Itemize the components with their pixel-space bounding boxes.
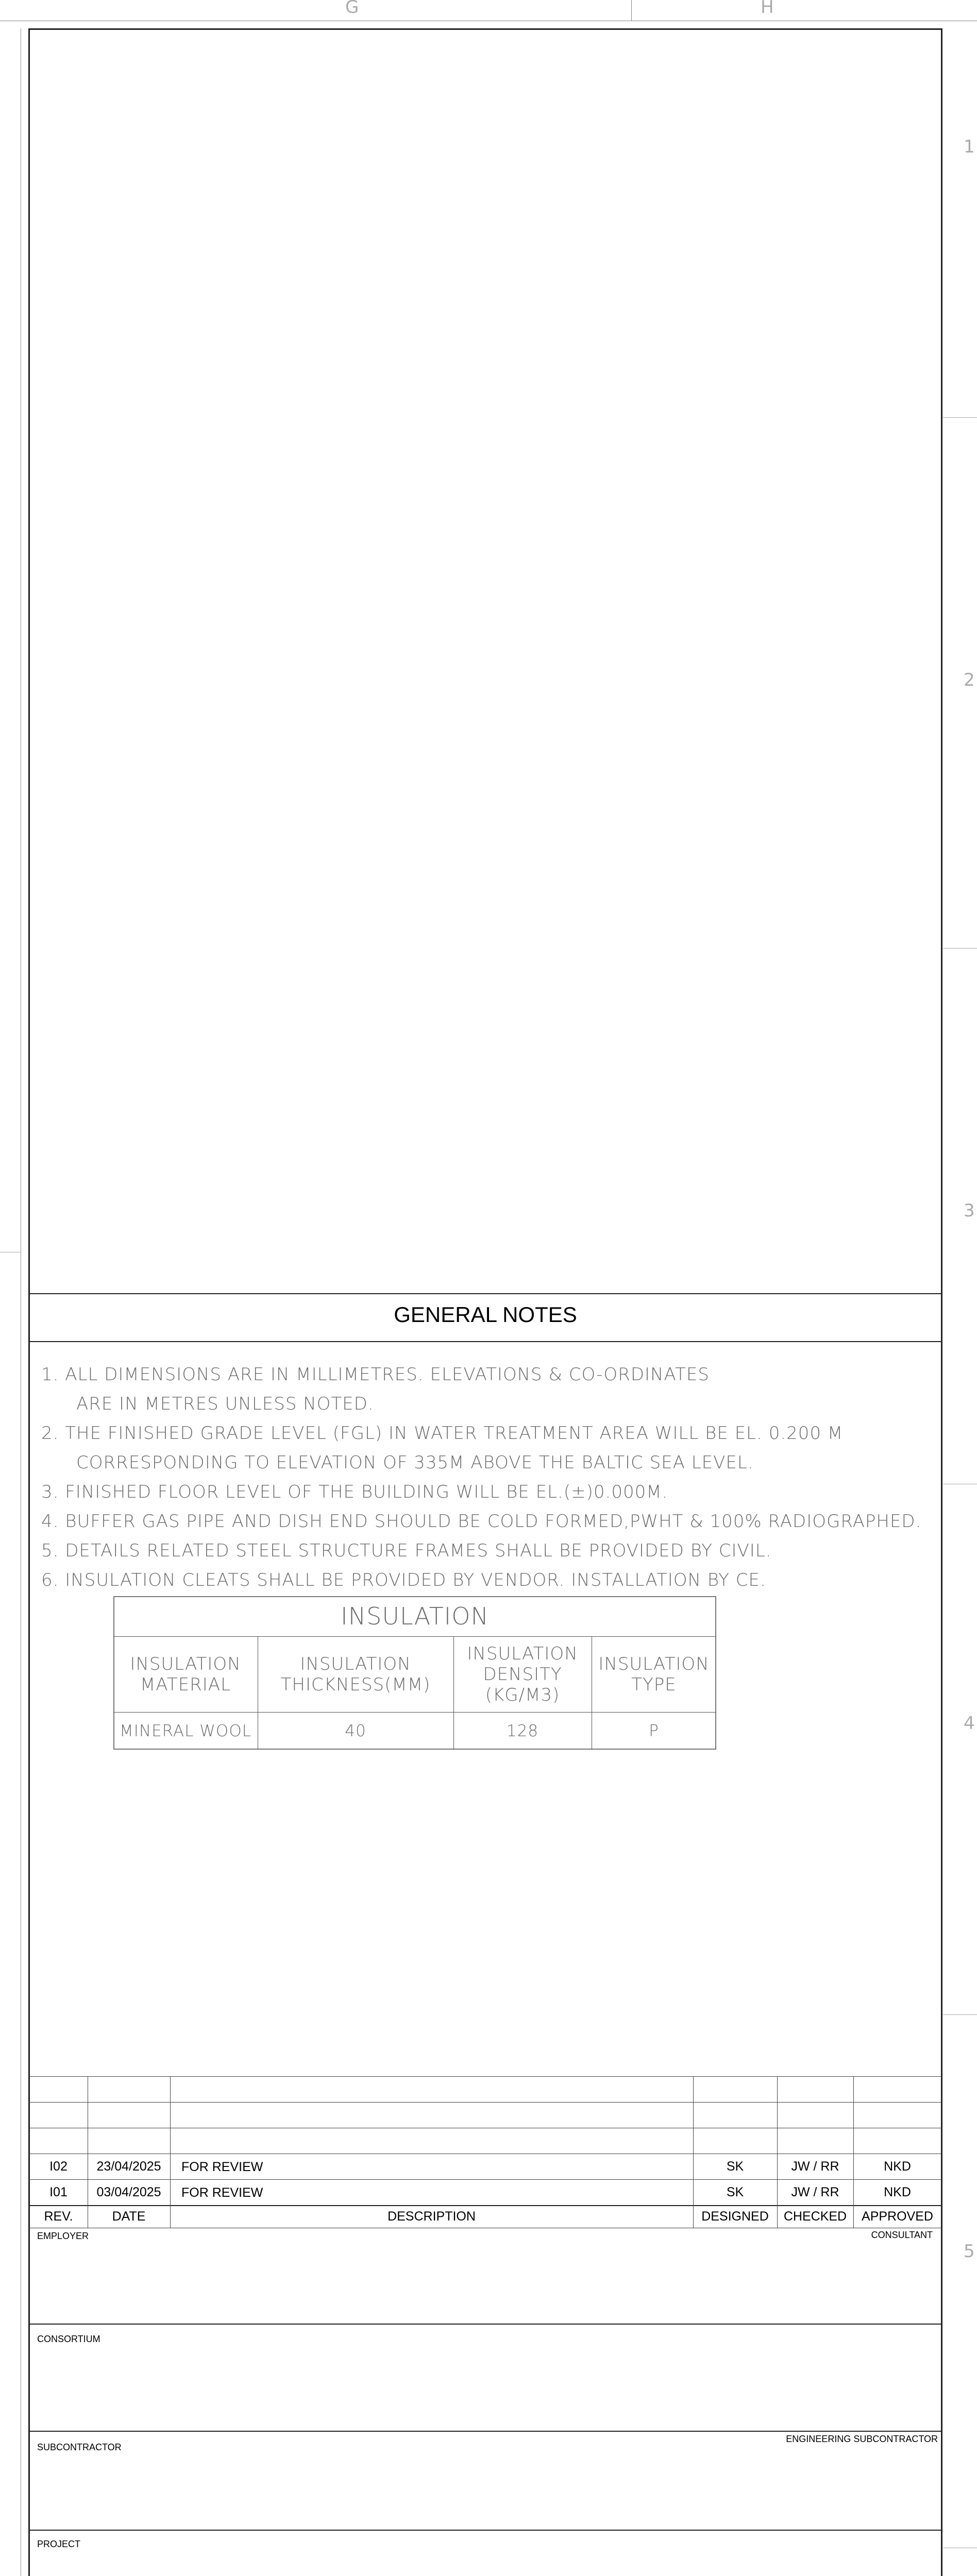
rev-header-date: DATE: [112, 2209, 146, 2224]
insulation-table-title: INSULATION: [341, 1602, 489, 1630]
rev-description: FOR REVIEW: [181, 2160, 263, 2174]
rev-number: I01: [49, 2184, 68, 2199]
rev-approved: NKD: [884, 2159, 911, 2174]
consortium-label: CONSORTIUM: [37, 2334, 100, 2344]
engineering-subcontractor-label: ENGINEERING SUBCONTRACTOR: [786, 2434, 938, 2444]
zone-letter-top-h: H: [761, 0, 774, 18]
zone-letter-top-g: G: [345, 0, 359, 18]
rev-number: I02: [49, 2159, 68, 2174]
header-type: INSULATION TYPE: [598, 1653, 710, 1695]
rev-header-designed: DESIGNED: [701, 2209, 769, 2224]
rev-col-rule: [777, 2205, 778, 2228]
zone-number-5: 5: [964, 2241, 975, 2262]
block-rule: [29, 2530, 941, 2531]
subcontractor-label: SUBCONTRACTOR: [37, 2442, 122, 2452]
rev-date: 03/04/2025: [96, 2184, 161, 2199]
cell-material: MINERAL WOOL: [119, 1721, 251, 1740]
general-notes-list: [41, 1360, 921, 1595]
rev-col-rule: [170, 2076, 171, 2206]
header-density: INSULATION DENSITY (KG/M3): [467, 1643, 578, 1705]
cell-density: 128: [506, 1721, 539, 1740]
rev-designed: SK: [726, 2184, 744, 2199]
rev-designed: SK: [726, 2159, 744, 2174]
rev-date: 23/04/2025: [96, 2159, 161, 2174]
zone-divider: [631, 0, 632, 21]
general-notes-title: GENERAL NOTES: [394, 1302, 577, 1327]
consultant-label: CONSULTANT: [871, 2230, 933, 2240]
note-line: 5. DETAILS RELATED STEEL STRUCTURE FRAMES SHALL BE PROVIDED BY CIVIL.: [41, 1540, 772, 1561]
rev-header-approved: APPROVED: [862, 2209, 933, 2224]
rev-col-rule: [693, 2205, 694, 2228]
rev-description: FOR REVIEW: [181, 2185, 263, 2200]
note-line: 3. FINISHED FLOOR LEVEL OF THE BUILDING WILL BE EL.(±)0.000M.: [41, 1482, 668, 1502]
note-line: 2. THE FINISHED GRADE LEVEL (FGL) IN WATER TREATMENT AREA WILL BE EL. 0.200 M: [41, 1423, 844, 1444]
rev-col-rule: [853, 2205, 854, 2228]
rev-header-checked: CHECKED: [783, 2209, 847, 2224]
rev-rule: [29, 2076, 941, 2077]
zone-tick: [943, 2014, 977, 2015]
rev-header-description: DESCRIPTION: [388, 2209, 476, 2224]
zone-number-2: 2: [964, 670, 975, 690]
note-line: ARE IN METRES UNLESS NOTED.: [76, 1394, 374, 1414]
zone-number-3: 3: [964, 1200, 975, 1221]
zone-number-1: 1: [964, 137, 975, 157]
block-rule: [29, 2431, 941, 2432]
employer-label: EMPLOYER: [37, 2231, 89, 2241]
cell-thickness: 40: [345, 1721, 366, 1740]
zone-number-4: 4: [964, 1713, 975, 1734]
rev-checked: JW / RR: [791, 2184, 839, 2199]
cell-type: P: [649, 1721, 659, 1740]
header-thickness: INSULATION THICKNESS(MM): [280, 1653, 431, 1695]
note-line: CORRESPONDING TO ELEVATION OF 335M ABOVE THE BALTIC SEA LEVEL.: [76, 1452, 754, 1473]
rev-col-rule: [170, 2205, 171, 2228]
zone-tick: [943, 417, 977, 418]
notes-top-line: [29, 1293, 941, 1294]
rev-checked: JW / RR: [791, 2159, 839, 2174]
rev-rule: [29, 2102, 941, 2103]
note-line: 6. INSULATION CLEATS SHALL BE PROVIDED BY VENDOR. INSTALLATION BY CE.: [41, 1570, 766, 1590]
rev-header-rev: REV.: [44, 2209, 73, 2224]
note-line: 4. BUFFER GAS PIPE AND DISH END SHOULD BE COLD FORMED,PWHT & 100% RADIOGRAPHED.: [41, 1511, 922, 1532]
notes-title-underline: [29, 1341, 941, 1342]
header-material: INSULATION MATERIAL: [130, 1653, 241, 1695]
note-line: 1. ALL DIMENSIONS ARE IN MILLIMETRES. ELEVATIONS & CO-ORDINATES: [41, 1364, 710, 1385]
project-label: PROJECT: [37, 2539, 81, 2549]
block-rule: [29, 2324, 941, 2325]
rev-approved: NKD: [884, 2184, 911, 2199]
